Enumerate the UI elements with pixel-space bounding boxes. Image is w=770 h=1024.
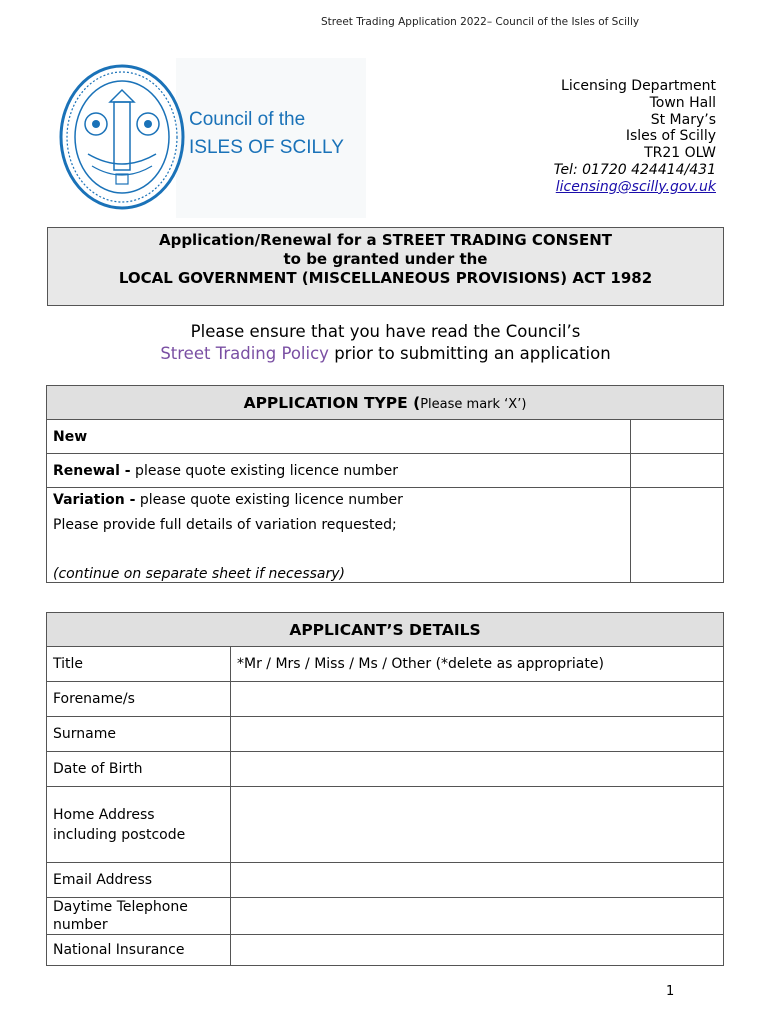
- form-title-line-3: LOCAL GOVERNMENT (MISCELLANEOUS PROVISIONS) ACT 1982: [118, 269, 653, 287]
- telephone: Tel: 01720 424414/431: [553, 161, 716, 178]
- variation-note: (continue on separate sheet if necessary): [53, 566, 346, 582]
- home-address-field[interactable]: [231, 787, 724, 863]
- council-name-line-2: ISLES OF SCILLY: [189, 137, 344, 158]
- policy-notice: [47, 321, 724, 365]
- national-insurance-label: National Insurance: [47, 935, 231, 966]
- form-title-line-2: to be granted under the: [283, 250, 488, 268]
- renewal-mark-box[interactable]: [631, 454, 724, 488]
- page-number: 1: [666, 984, 675, 999]
- title-label: Title: [47, 647, 231, 682]
- new-label: New: [47, 420, 631, 454]
- national-insurance-field[interactable]: [231, 935, 724, 966]
- variation-label: Variation - please quote existing licence number Please provide full details of variation requested; (continue on separate sheet if necessary): [47, 488, 631, 583]
- address-line: Licensing Department: [561, 78, 716, 94]
- address-postcode: TR21 OLW: [644, 145, 716, 162]
- home-address-label: Home Address including postcode: [47, 787, 231, 863]
- forename-label: Forename/s: [47, 682, 231, 717]
- form-title-box: [47, 227, 724, 306]
- email-label: Email Address: [47, 863, 231, 898]
- surname-label: Surname: [47, 717, 231, 752]
- title-field[interactable]: *Mr / Mrs / Miss / Ms / Other (*delete as appropriate): [231, 647, 724, 682]
- council-seal-icon: [58, 62, 186, 212]
- council-name-line-1: Council of the: [189, 109, 306, 130]
- street-trading-policy-link[interactable]: Street Trading Policy: [160, 344, 329, 363]
- variation-mark-box[interactable]: [631, 488, 724, 583]
- applicant-details-heading: APPLICANT’S DETAILS: [47, 613, 724, 647]
- notice-line-2-rest: prior to submitting an application: [328, 344, 611, 363]
- renewal-label: Renewal - please quote existing licence number: [47, 454, 631, 488]
- application-type-table: [46, 385, 724, 583]
- dob-field[interactable]: [231, 752, 724, 787]
- notice-line-1: Please ensure that you have read the Council’s: [190, 322, 581, 341]
- address-line: Town Hall: [649, 94, 716, 111]
- application-type-heading: APPLICATION TYPE (Please mark ‘X’): [47, 386, 724, 420]
- forename-field[interactable]: [231, 682, 724, 717]
- email-link[interactable]: licensing@scilly.gov.uk: [555, 178, 716, 195]
- variation-details-label: Please provide full details of variation requested;: [53, 517, 397, 533]
- council-name: [189, 106, 344, 162]
- notice-line-2: [47, 343, 724, 365]
- new-mark-box[interactable]: [631, 420, 724, 454]
- email-field[interactable]: [231, 863, 724, 898]
- address-line: St Mary’s: [650, 111, 716, 128]
- phone-field[interactable]: [231, 898, 724, 935]
- address-line: Isles of Scilly: [625, 128, 716, 145]
- applicant-details-table: [46, 612, 724, 966]
- running-header: Street Trading Application 2022– Council of the Isles of Scilly: [321, 16, 640, 28]
- surname-field[interactable]: [231, 717, 724, 752]
- council-logo: [58, 62, 358, 212]
- dob-label: Date of Birth: [47, 752, 231, 787]
- department-address: [554, 78, 716, 196]
- form-title-line-1: Application/Renewal for a STREET TRADING CONSENT: [158, 231, 613, 249]
- phone-label: Daytime Telephone number: [47, 898, 231, 935]
